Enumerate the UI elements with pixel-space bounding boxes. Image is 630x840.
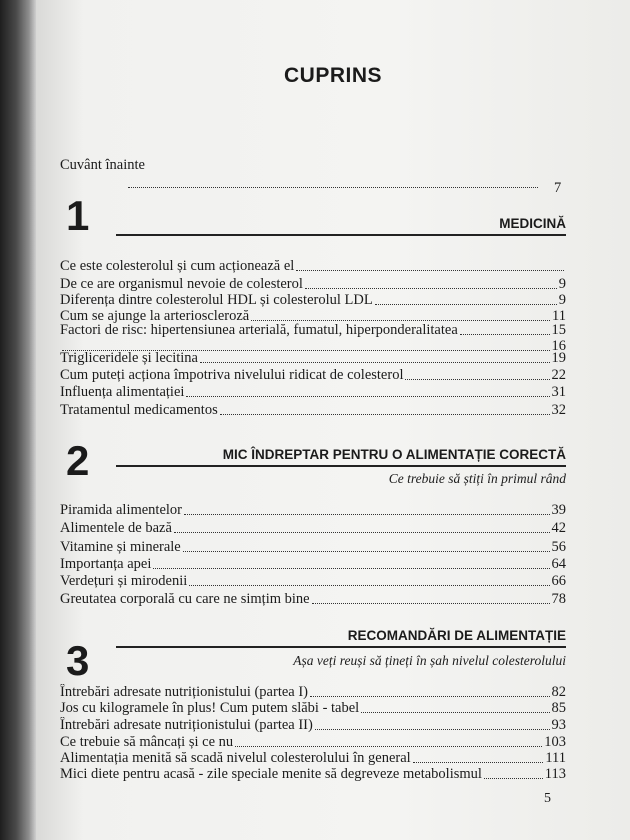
book-page	[36, 0, 630, 840]
toc-intro-page: 7	[554, 180, 562, 196]
toc-leader-dots	[128, 176, 538, 188]
toc-entry: Influența alimentației 31	[60, 384, 566, 400]
section-number-3: 3	[66, 637, 90, 684]
toc-entry: Ce este colesterolul și cum acționează el	[60, 258, 566, 275]
toc-entry: Diferența dintre colesterolul HDL și colesterolul LDL 9	[60, 292, 566, 308]
section-title-2: MIC ÎNDREPTAR PENTRU O ALIMENTAȚIE CORECTĂ	[222, 447, 566, 462]
toc-entry: Întrebări adresate nutriționistului (partea I) 82	[60, 684, 566, 700]
toc-intro-label: Cuvânt înainte	[60, 157, 145, 173]
toc-entry: Alimentele de bază 42	[60, 520, 566, 536]
toc-entry: Cum se ajunge la arterioscleroză 11	[60, 308, 566, 324]
section-rule-2	[116, 465, 566, 467]
section-title-1: MEDICINĂ	[499, 216, 566, 231]
toc-entry: Greutatea corporală cu care ne simțim bine 78	[60, 591, 566, 607]
toc-entry: Alimentația menită să scadă nivelul colesterolului în general 111	[60, 750, 566, 766]
toc-entry: Întrebări adresate nutriționistului (partea II) 93	[60, 717, 566, 733]
toc-entry: Piramida alimentelor 39	[60, 502, 566, 518]
toc-entry: De ce are organismul nevoie de colesterol 9	[60, 276, 566, 292]
book-spine-shadow	[0, 0, 36, 840]
toc-entry: Ce trebuie să mâncați și ce nu 103	[60, 734, 566, 750]
toc-entry-continuation: 16	[60, 338, 566, 355]
section-subtitle-2: Ce trebuie să știți în primul rând	[388, 471, 566, 486]
toc-entry: Jos cu kilogramele în plus! Cum putem slăbi - tabel 85	[60, 700, 566, 716]
toc-entry: Tratamentul medicamentos 32	[60, 402, 566, 418]
toc-entry: Importanța apei 64	[60, 556, 566, 572]
toc-entry: Factori de risc: hipertensiunea arterială, fumatul, hiperponderalitatea 15	[60, 322, 566, 338]
toc-entry: Mici diete pentru acasă - zile speciale menite să degreveze metabolismul 113	[60, 766, 566, 782]
toc-entry: Verdețuri și mirodenii 66	[60, 573, 566, 589]
page-title: CUPRINS	[283, 64, 382, 87]
section-rule-1	[116, 234, 566, 236]
toc-entry: Vitamine și minerale 56	[60, 539, 566, 555]
toc-entry: Cum puteți acționa împotriva nivelului ridicat de colesterol 22	[60, 367, 566, 383]
section-rule-3	[116, 646, 566, 648]
section-number-1: 1	[66, 192, 90, 239]
toc-entry: Trigliceridele și lecitina 19	[60, 350, 566, 366]
section-subtitle-3: Așa veți reuși să țineți în șah nivelul colesterolului	[293, 653, 566, 668]
section-number-2: 2	[66, 437, 90, 484]
page-number: 5	[544, 791, 551, 806]
section-title-3: RECOMANDĂRI DE ALIMENTAȚIE	[347, 628, 566, 643]
